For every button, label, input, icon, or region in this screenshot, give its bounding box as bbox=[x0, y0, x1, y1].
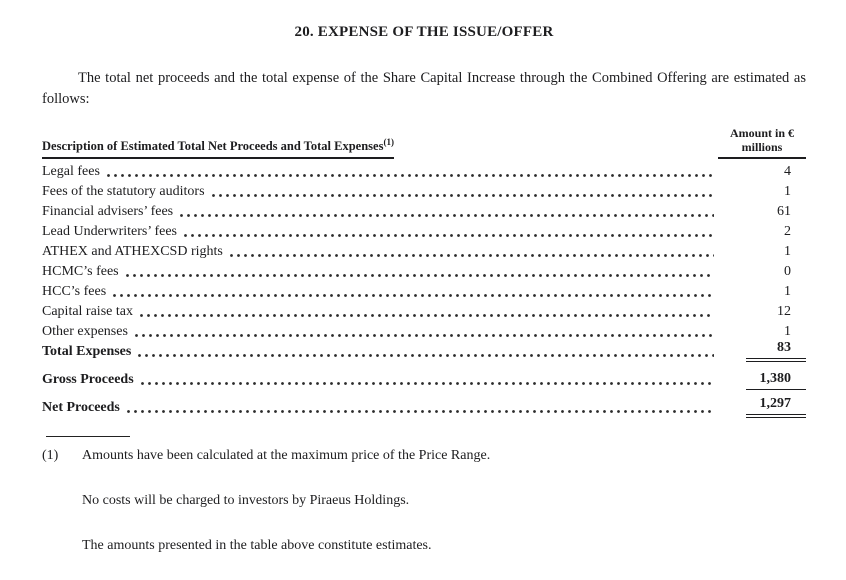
table-header-row bbox=[42, 126, 806, 159]
leader-dots bbox=[126, 273, 714, 278]
row-value: 1,297 bbox=[718, 394, 806, 418]
table-row bbox=[42, 182, 806, 202]
leader-dots bbox=[113, 293, 714, 298]
row-value: 4 bbox=[784, 164, 791, 179]
leader-dots bbox=[212, 193, 714, 198]
leader-dots bbox=[138, 353, 714, 358]
footnote-text: No costs will be charged to investors by Piraeus Holdings. bbox=[82, 493, 410, 508]
table-row-total-expenses bbox=[42, 342, 806, 362]
row-value: 1 bbox=[784, 284, 791, 299]
row-label: Total Expenses bbox=[42, 344, 132, 359]
intro-paragraph: The total net proceeds and the total expense of the Share Capital Increase through the Combined Offering are estimated as follows: bbox=[42, 70, 806, 107]
leader-dots bbox=[184, 233, 714, 238]
row-value: 83 bbox=[718, 338, 806, 362]
footnote-text: The amounts presented in the table above constitute estimates. bbox=[82, 538, 432, 553]
table-header-description bbox=[42, 135, 394, 159]
table-row bbox=[42, 162, 806, 182]
row-label: Net Proceeds bbox=[42, 400, 120, 415]
footnote-marker: (1) bbox=[42, 448, 59, 463]
table-row-gross-proceeds bbox=[42, 370, 806, 390]
leader-dots bbox=[230, 253, 714, 258]
leader-dots bbox=[135, 333, 714, 338]
table-row bbox=[42, 262, 806, 282]
footnote-3 bbox=[42, 536, 806, 555]
table-row bbox=[42, 302, 806, 322]
footnote-reference: (1) bbox=[383, 136, 394, 147]
table-row bbox=[42, 242, 806, 262]
table-header-amount-line2: millions bbox=[741, 140, 783, 154]
row-label: Financial advisers’ fees bbox=[42, 204, 174, 219]
row-value: 1,380 bbox=[718, 369, 806, 390]
row-value: 0 bbox=[784, 264, 791, 279]
table-row-net-proceeds bbox=[42, 398, 806, 418]
table-header-amount-line1: Amount in € bbox=[729, 126, 794, 140]
row-label: HCMC’s fees bbox=[42, 264, 119, 279]
footnote-marker bbox=[42, 536, 82, 555]
table-header-amount bbox=[718, 126, 806, 159]
row-value: 12 bbox=[777, 304, 791, 319]
footnote-1 bbox=[42, 446, 806, 465]
expenses-table bbox=[42, 126, 806, 418]
row-value: 1 bbox=[784, 184, 791, 199]
footnote-text: Amounts have been calculated at the maximum price of the Price Range. bbox=[82, 448, 491, 463]
footnote-2 bbox=[42, 491, 806, 510]
leader-dots bbox=[141, 381, 714, 386]
row-label: Legal fees bbox=[42, 164, 100, 179]
row-label: Lead Underwriters’ fees bbox=[42, 224, 178, 239]
row-value: 61 bbox=[777, 204, 791, 219]
row-value: 1 bbox=[784, 244, 791, 259]
leader-dots bbox=[107, 173, 714, 178]
table-header-description-text: Description of Estimated Total Net Proceeds and Total Expenses bbox=[42, 139, 384, 153]
table-row bbox=[42, 322, 806, 342]
row-value: 2 bbox=[784, 224, 791, 239]
row-label: Fees of the statutory auditors bbox=[42, 184, 205, 199]
row-label: Capital raise tax bbox=[42, 304, 133, 319]
leader-dots bbox=[127, 409, 714, 414]
table-row bbox=[42, 282, 806, 302]
table-body bbox=[42, 162, 806, 418]
row-label: Gross Proceeds bbox=[42, 372, 134, 387]
row-label: HCC’s fees bbox=[42, 284, 107, 299]
leader-dots bbox=[140, 313, 714, 318]
table-row bbox=[42, 202, 806, 222]
leader-dots bbox=[180, 213, 714, 218]
row-value: 1 bbox=[784, 324, 791, 339]
row-label: Other expenses bbox=[42, 324, 128, 339]
footnote-separator-rule bbox=[46, 436, 130, 437]
footnote-marker bbox=[42, 491, 82, 510]
row-label: ATHEX and ATHEXCSD rights bbox=[42, 244, 223, 259]
section-title: 20. EXPENSE OF THE ISSUE/OFFER bbox=[294, 24, 554, 40]
table-row bbox=[42, 222, 806, 242]
